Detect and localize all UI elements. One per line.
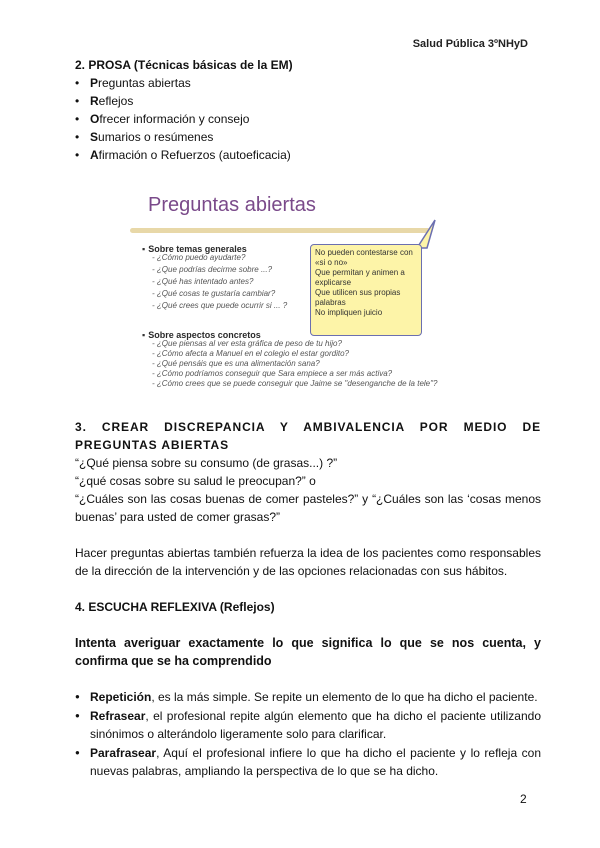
slide-question: - ¿Qué crees que puede ocurrir si ... ? — [152, 301, 462, 311]
list-item: • Preguntas abiertas — [75, 74, 541, 92]
page-number: 2 — [520, 792, 527, 806]
slide-title: Preguntas abiertas — [148, 194, 316, 216]
section-2-title: 2. PROSA (Técnicas básicas de la EM) — [75, 58, 293, 72]
section-3 — [75, 418, 541, 580]
section-4 — [75, 598, 541, 780]
section-3-title: 3. CREAR DISCREPANCIA Y AMBIVALENCIA POR MEDIO DE PREGUNTAS ABIERTAS — [75, 420, 541, 452]
list-item: ● Parafrasear, Aquí el profesional infiere lo que ha dicho el paciente y lo refleja con nuevas palabras, ampliando la perspectiva de lo que se ha dicho. — [75, 744, 541, 780]
slide-section-concrete: ▪ Sobre aspectos concretos — [142, 326, 261, 344]
section-4-title: 4. ESCUCHA REFLEXIVA (Reflejos) — [75, 600, 275, 614]
slide-question: - ¿Cómo puedo ayudarte? — [152, 253, 462, 263]
slide-question: - ¿Qué has intentado antes? — [152, 277, 462, 287]
document-body — [75, 56, 541, 781]
open-questions-slide — [130, 194, 482, 388]
slide-question: - ¿Qué cosas te gustaría cambiar? — [152, 289, 462, 299]
slide-divider — [130, 228, 430, 233]
running-header: Salud Pública 3ºNHyD — [412, 38, 528, 50]
callout-line: No impliquen juicio — [315, 308, 383, 317]
list-item: • Afirmación o Refuerzos (autoeficacia) — [75, 146, 541, 164]
list-item: • Reflejos — [75, 92, 541, 110]
slide-section-general: ▪ Sobre temas generales — [142, 240, 247, 258]
reflex-list — [75, 688, 541, 780]
slide-question: - ¿Cómo podríamos conseguir que Sara empiece a ser más activa? — [152, 369, 462, 379]
section-4-intro: Intenta averiguar exactamente lo que significa lo que se nos cuenta, y confirma que se ha comprendido — [75, 636, 541, 668]
prosa-list — [75, 74, 541, 164]
slide-question: - ¿Qué pensáis que es una alimentación sana? — [152, 359, 462, 369]
list-item: • Ofrecer información y consejo — [75, 110, 541, 128]
slide-question: - ¿Que piensas al ver esta gráfica de peso de tu hijo? — [152, 339, 462, 349]
section-3-paragraph: Hacer preguntas abiertas también refuerza la idea de los pacientes como responsables de la dirección de la intervención y de las opciones relacionadas con sus hábitos. — [75, 546, 541, 578]
slide-question: - ¿Que podrías decirme sobre ...? — [152, 265, 462, 275]
slide-question: - ¿Cómo afecta a Manuel en el colegio el estar gordito? — [152, 349, 462, 359]
quote: “¿qué cosas sobre su salud le preocupan?” o — [75, 474, 316, 488]
quote: “¿Qué piensa sobre su consumo (de grasas...) ?” — [75, 456, 338, 470]
list-item: ● Repetición, es la más simple. Se repite un elemento de lo que ha dicho el paciente. — [75, 688, 541, 706]
list-item: ● Refrasear, el profesional repite algún elemento que ha dicho el paciente utilizando sinónimos o alterándolo ligeramente solo para clarificar. — [75, 707, 541, 743]
callout-line: Que utilicen sus propias palabras — [315, 288, 401, 307]
callout-line: No pueden contestarse con «si o no» — [315, 248, 413, 267]
callout-line: Que permitan y animen a explicarse — [315, 268, 405, 287]
list-item: • Sumarios o resúmenes — [75, 128, 541, 146]
callout-box — [310, 244, 422, 336]
slide-question: - ¿Cómo crees que se puede conseguir que Jaime se "desenganche de la tele"? — [152, 379, 462, 389]
quote: “¿Cuáles son las cosas buenas de comer pasteles?” y “¿Cuáles son las ‘cosas menos buenas’ para usted de comer grasas?” — [75, 492, 541, 524]
